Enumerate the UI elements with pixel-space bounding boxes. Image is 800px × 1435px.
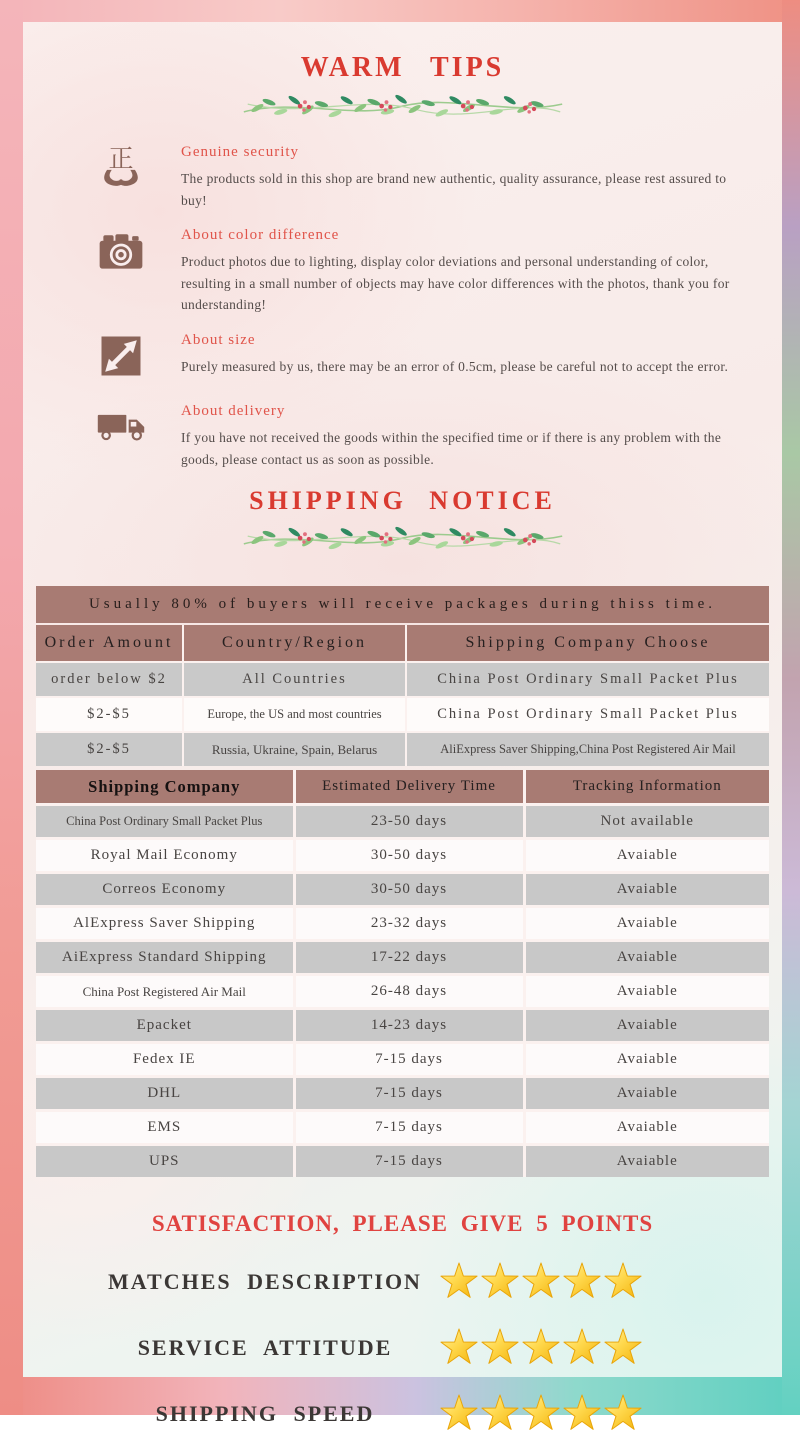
rating-label: SHIPPING SPEED: [155, 1401, 375, 1427]
star-icon: [439, 1261, 479, 1303]
warm-tips-title: WARM TIPS: [300, 52, 505, 83]
rating-label: MATCHES DESCRIPTION: [108, 1269, 422, 1295]
tip-color-difference: [95, 225, 736, 316]
table-row: [36, 907, 769, 941]
table-cell: Avaiable: [524, 1145, 769, 1178]
column-header: Tracking Information: [524, 770, 769, 805]
table-cell: Avaiable: [524, 975, 769, 1009]
tip-title: About delivery: [181, 402, 286, 419]
star-icon: [480, 1261, 520, 1303]
table-cell: DHL: [36, 1077, 294, 1111]
table-cell: $2-$5: [36, 732, 183, 766]
tip-body: Purely measured by us, there may be an error of 0.5cm, please be careful not to accept the error.: [181, 358, 729, 374]
table-cell: Correos Economy: [36, 873, 294, 907]
delivery-truck-icon: [95, 401, 151, 470]
star-icon: [480, 1327, 520, 1369]
table-cell: Avaiable: [524, 941, 769, 975]
table-cell: China Post Ordinary Small Packet Plus: [36, 805, 294, 839]
table-cell: AliExpress Saver Shipping,China Post Registered Air Mail: [406, 732, 769, 766]
table-cell: 7-15 days: [294, 1043, 524, 1077]
table-cell: Fedex IE: [36, 1043, 294, 1077]
floral-divider: [238, 518, 568, 562]
star-icon: [562, 1327, 602, 1369]
svg-text:正: 正: [108, 146, 134, 174]
table-cell: order below $2: [36, 662, 183, 697]
table-row: [36, 1145, 769, 1178]
table-row: [36, 839, 769, 873]
table-cell: Avaiable: [524, 907, 769, 941]
tip-title: About size: [181, 331, 256, 348]
floral-divider: [238, 86, 568, 130]
shipping-notice-title: SHIPPING NOTICE: [249, 486, 556, 516]
tip-delivery: [95, 401, 736, 470]
table-row: [36, 697, 769, 732]
tips-list: [95, 142, 736, 470]
column-header: Country/Region: [183, 625, 406, 662]
table-row: [36, 1009, 769, 1043]
table-cell: China Post Ordinary Small Packet Plus: [406, 662, 769, 697]
camera-icon: [95, 225, 151, 316]
column-header: Shipping Company: [36, 770, 294, 805]
rating-label: SERVICE ATTITUDE: [137, 1335, 393, 1361]
table-row: [36, 662, 769, 697]
star-icon: [562, 1393, 602, 1435]
rating-list: [93, 1261, 713, 1435]
star-icon: [480, 1393, 520, 1435]
table-row: [36, 1077, 769, 1111]
table-row: [36, 975, 769, 1009]
table-cell: 14-23 days: [294, 1009, 524, 1043]
table-cell: EMS: [36, 1111, 294, 1145]
table-cell: Avaiable: [524, 1043, 769, 1077]
star-icon: [439, 1327, 479, 1369]
table-cell: Avaiable: [524, 839, 769, 873]
table-row: [36, 873, 769, 907]
tip-title: Genuine security: [181, 144, 300, 160]
table-cell: 30-50 days: [294, 839, 524, 873]
table-cell: Royal Mail Economy: [36, 839, 294, 873]
column-header: Order Amount: [36, 625, 183, 662]
table-cell: Russia, Ukraine, Spain, Belarus: [183, 732, 406, 766]
tip-body: If you have not received the goods within the specified time or if there is any problem with the goods, please contact us as soon as possible.: [181, 429, 722, 467]
table-cell: 26-48 days: [294, 975, 524, 1009]
watercolor-border-right: [782, 0, 800, 1415]
genuine-security-icon: [95, 142, 151, 211]
shipping-methods-table: [36, 625, 769, 766]
star-icon: [603, 1393, 643, 1435]
tip-body: The products sold in this shop are brand new authentic, quality assurance, please rest assured to buy!: [181, 171, 727, 208]
table-cell: 7-15 days: [294, 1077, 524, 1111]
size-arrow-icon: [95, 330, 151, 387]
star-icon: [521, 1393, 561, 1435]
table-cell: 30-50 days: [294, 873, 524, 907]
table-cell: 23-50 days: [294, 805, 524, 839]
table-cell: All Countries: [183, 662, 406, 697]
star-icon: [603, 1261, 643, 1303]
star-rating: [438, 1393, 643, 1435]
table-banner: Usually 80% of buyers will receive packages during thiss time.: [36, 586, 769, 623]
table-cell: 23-32 days: [294, 907, 524, 941]
tip-body: Product photos due to lighting, display color deviations and personal understanding of color, resulting in a small number of objects may have color differences with the photos, thank you for understanding!: [181, 254, 730, 313]
table-row: [36, 805, 769, 839]
rating-row: [93, 1261, 713, 1303]
table-cell: 7-15 days: [294, 1145, 524, 1178]
star-icon: [562, 1261, 602, 1303]
table-cell: Avaiable: [524, 1111, 769, 1145]
table-cell: Avaiable: [524, 873, 769, 907]
star-icon: [521, 1327, 561, 1369]
rating-row: [93, 1327, 713, 1369]
star-icon: [603, 1327, 643, 1369]
watercolor-border-left: [0, 0, 23, 1415]
table-cell: $2-$5: [36, 697, 183, 732]
table-row: [36, 941, 769, 975]
table-cell: Europe, the US and most countries: [183, 697, 406, 732]
delivery-times-table: [36, 770, 769, 1177]
tip-size: [95, 330, 736, 387]
table-cell: 17-22 days: [294, 941, 524, 975]
table-row: [36, 1111, 769, 1145]
star-rating: [438, 1261, 643, 1303]
column-header: Shipping Company Choose: [406, 625, 769, 662]
content-panel: [23, 22, 782, 1427]
table-cell: Avaiable: [524, 1077, 769, 1111]
satisfaction-title: SATISFACTION, PLEASE GIVE 5 POINTS: [151, 1211, 654, 1237]
table-cell: Not available: [524, 805, 769, 839]
table-cell: UPS: [36, 1145, 294, 1178]
star-icon: [521, 1261, 561, 1303]
star-rating: [438, 1327, 643, 1369]
table-cell: China Post Ordinary Small Packet Plus: [406, 697, 769, 732]
table-cell: China Post Registered Air Mail: [36, 975, 294, 1009]
table-cell: Avaiable: [524, 1009, 769, 1043]
shipping-tables: [36, 586, 769, 1177]
column-header: Estimated Delivery Time: [294, 770, 524, 805]
table-cell: Epacket: [36, 1009, 294, 1043]
tip-title: About color difference: [181, 227, 340, 244]
table-cell: AlExpress Saver Shipping: [36, 907, 294, 941]
table-cell: 7-15 days: [294, 1111, 524, 1145]
tip-genuine-security: [95, 142, 736, 211]
watercolor-border-top: [0, 0, 800, 22]
star-icon: [439, 1393, 479, 1435]
table-cell: AiExpress Standard Shipping: [36, 941, 294, 975]
rating-row: [93, 1393, 713, 1435]
table-row: [36, 1043, 769, 1077]
table-row: [36, 732, 769, 766]
